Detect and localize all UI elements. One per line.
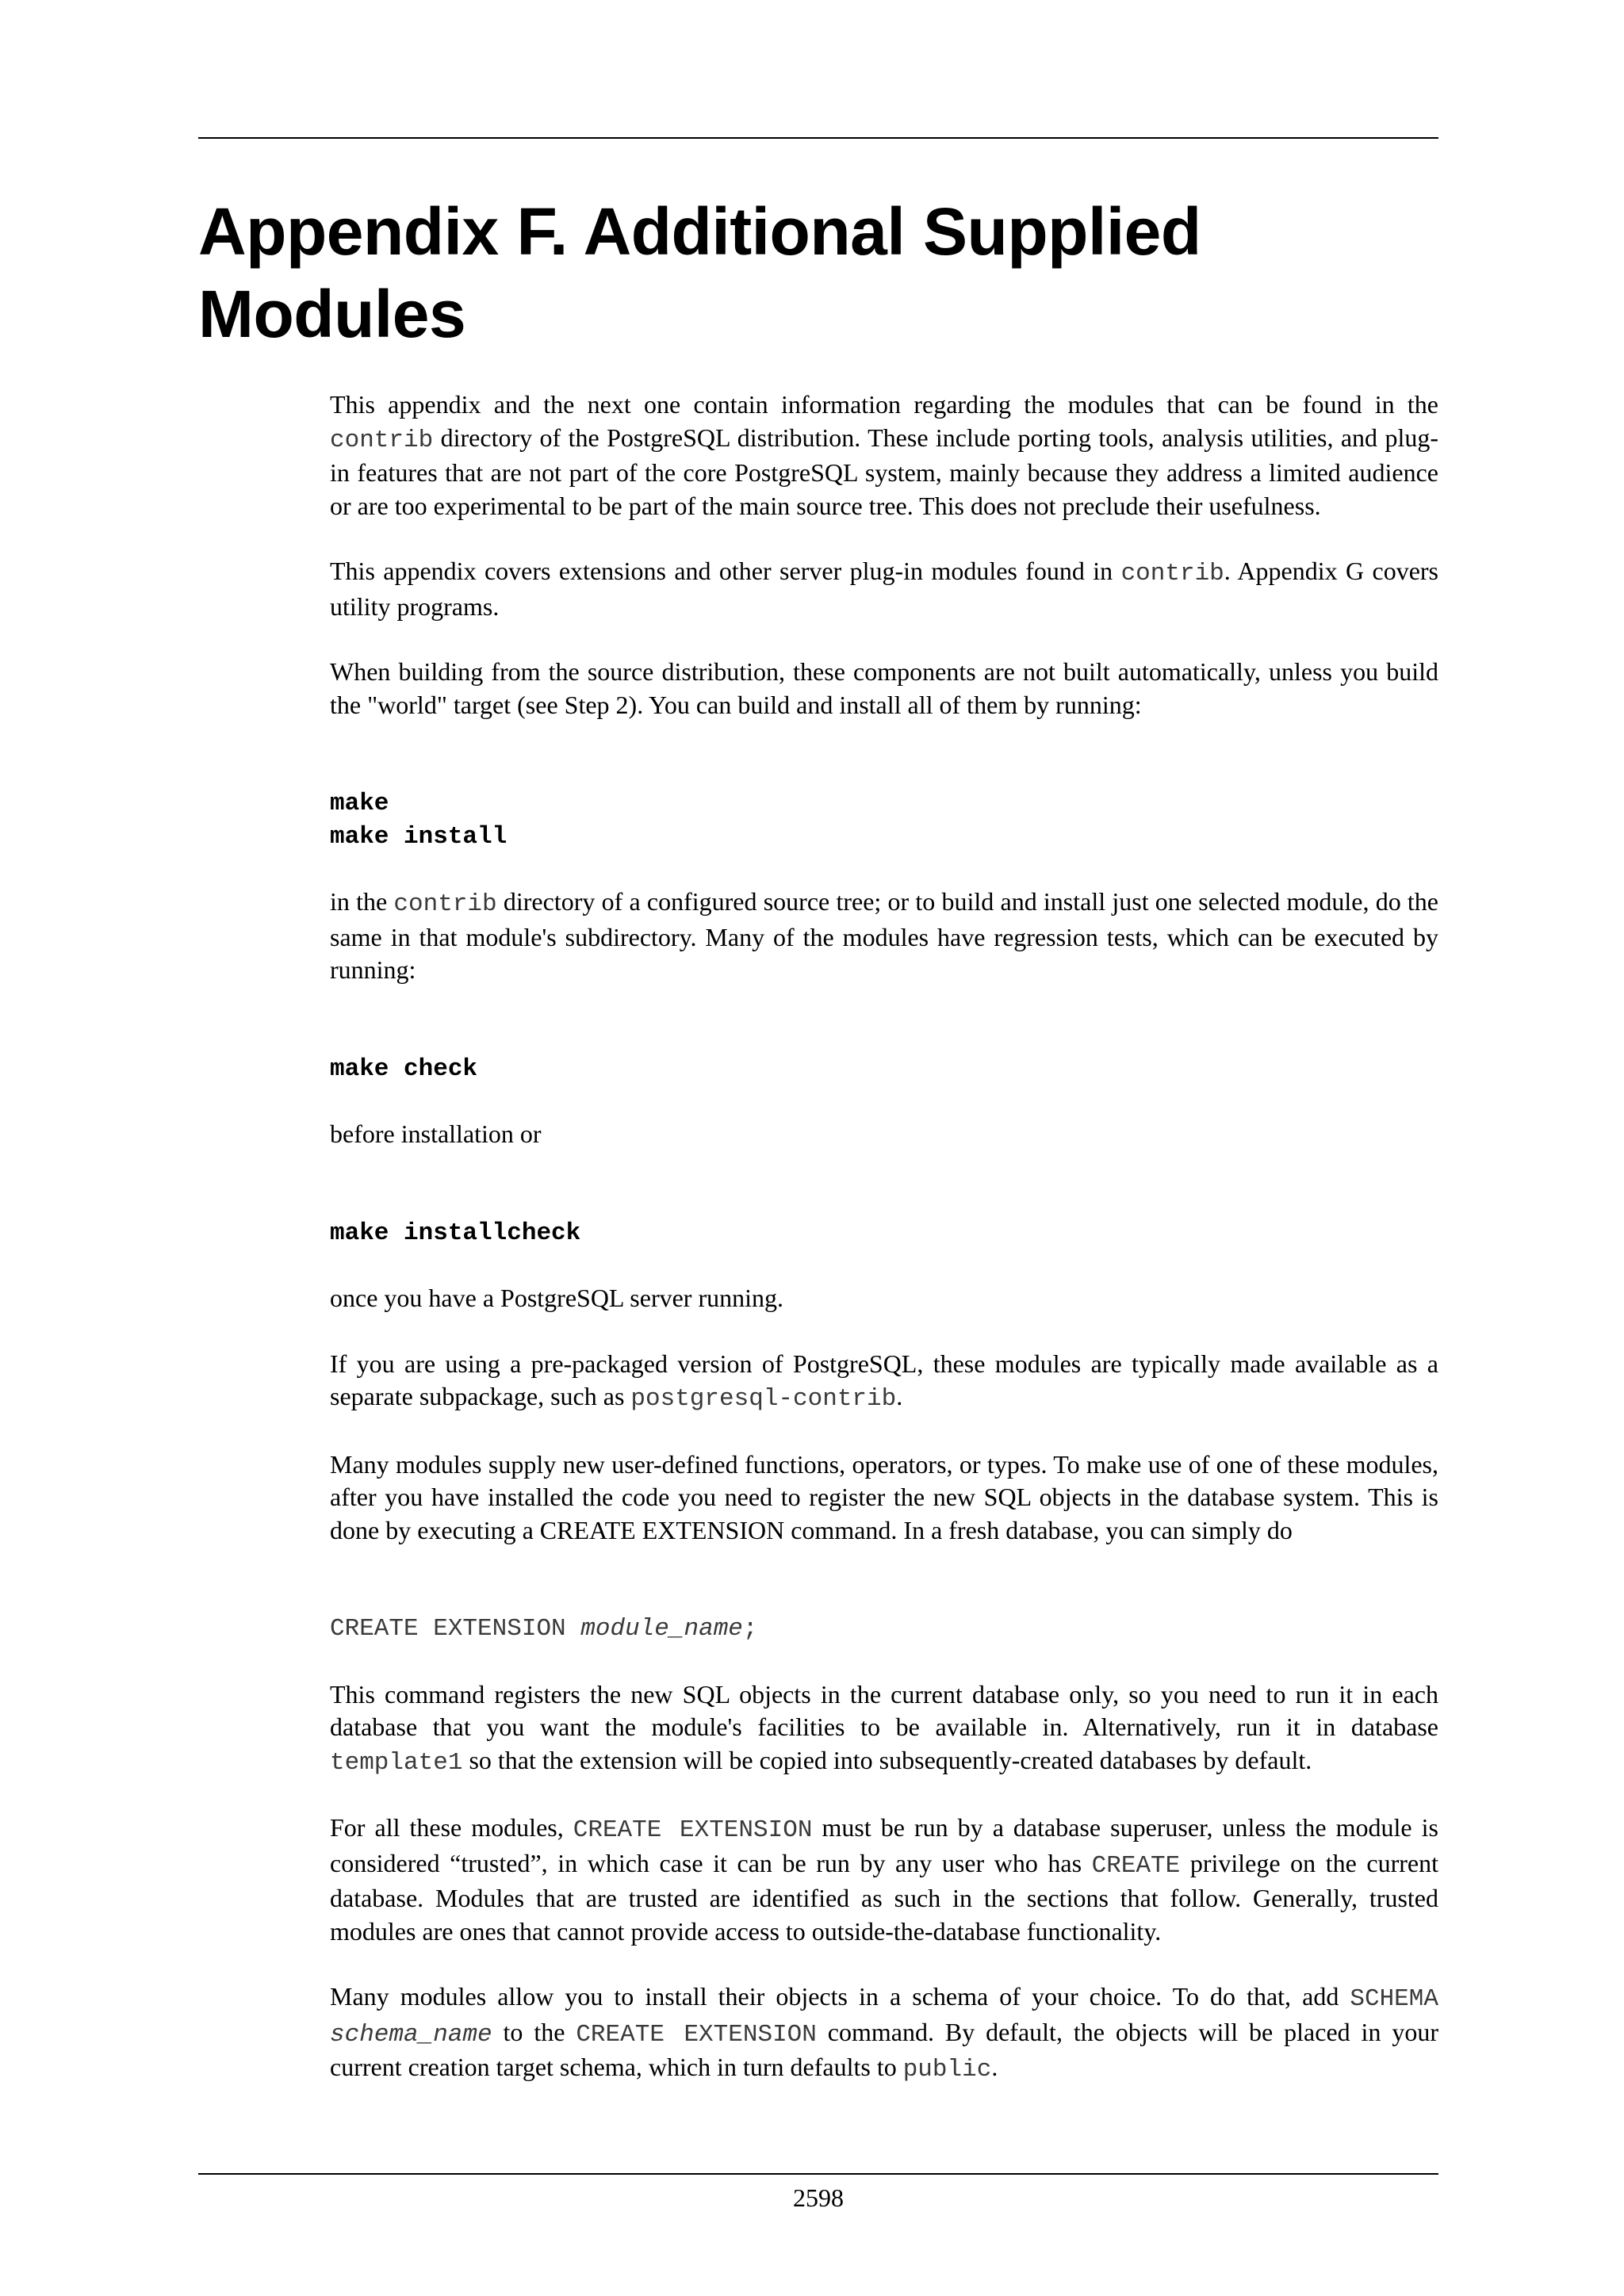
body-text xyxy=(330,388,1438,2087)
paragraph-server-running: once you have a PostgreSQL server running. xyxy=(330,1284,783,1312)
code-block-make-installcheck: make installcheck xyxy=(330,1219,581,1247)
paragraph-intro: This appendix and the next one contain information regarding the modules that can be found in the contrib directory of the PostgreSQL distribution. These include porting tools, analysis utilities, and plug-in features that are not part of the core PostgreSQL system, mainly because they address a limited audience or are too experimental to be part of the main source tree. This does not preclude their usefulness. xyxy=(330,390,1438,520)
inline-code-schema-name: schema_name xyxy=(330,2020,492,2049)
paragraph-building: When building from the source distribution, these components are not built automatically, unless you build the "world" target (see Step 2). You can build and install all of them by running: xyxy=(330,657,1438,719)
code-block-create-extension: CREATE EXTENSION module_name; xyxy=(330,1615,758,1643)
page-number: 2598 xyxy=(793,2183,844,2212)
inline-code-postgresql-contrib: postgresql-contrib xyxy=(630,1385,897,1413)
inline-code-public: public xyxy=(902,2056,992,2084)
header-rule xyxy=(198,137,1438,139)
paragraph-scope: This appendix covers extensions and other server plug-in modules found in contrib. Appendix G covers utility programs. xyxy=(330,557,1439,621)
paragraph-register-objects: Many modules supply new user-defined functions, operators, or types. To make use of one of these modules, after you have installed the code you need to register the new SQL objects in the database system. This is done by executing a CREATE EXTENSION command. In a fresh database, you can simply do xyxy=(330,1449,1438,1544)
paragraph-trusted: For all these modules, CREATE EXTENSION must be run by a database superuser, unless the module is considered “trusted”, in which case it can be run by any user who has CREATE privilege on the current database. Modules that are trusted are identified as such in the sections that follow. Generally, trusted modules are ones that cannot provide access to outside-the-database functionality. xyxy=(330,1813,1439,1946)
code-block-make: make make install xyxy=(330,790,508,851)
footer-rule xyxy=(198,2173,1438,2175)
inline-code-contrib: contrib xyxy=(1120,560,1224,587)
inline-code-create-extension: CREATE EXTENSION xyxy=(573,1816,813,1844)
inline-code-create-extension: CREATE EXTENSION xyxy=(576,2020,817,2049)
paragraph-schema: Many modules allow you to install their objects in a schema of your choice. To do that, add SCHEMA schema_name to the CREATE EXTENSION command. By default, the objects will be placed in your current creation target schema, which in turn defaults to public. xyxy=(330,1982,1438,2084)
inline-code-template1: template1 xyxy=(330,1748,463,1777)
inline-code-contrib: contrib xyxy=(393,890,497,918)
page-title: Appendix F. Additional Supplied Modules xyxy=(198,194,1201,351)
paragraph-contrib-dir: in the contrib directory of a configured source tree; or to build and install just one selected module, do the same in that module's subdirectory. Many of the modules have regression tests, which can be executed by running: xyxy=(330,887,1439,984)
paragraph-before-install: before installation or xyxy=(330,1119,542,1148)
paragraph-prepackaged: If you are using a pre-packaged version of PostgreSQL, these modules are typically made available as a separate subpackage, such as postgresql-contrib. xyxy=(330,1349,1438,1413)
inline-code-schema: SCHEMA xyxy=(1350,1985,1438,2013)
inline-code-create: CREATE xyxy=(1091,1851,1181,1880)
code-block-make-check: make check xyxy=(330,1054,478,1083)
paragraph-current-database: This command registers the new SQL objects in the current database only, so you need to run it in each database that you want the module's facilities to be available in. Alternatively, run it in database template1 so that the extension will be copied into subsequently-created databases by default. xyxy=(330,1679,1438,1777)
inline-code-contrib: contrib xyxy=(330,426,434,454)
